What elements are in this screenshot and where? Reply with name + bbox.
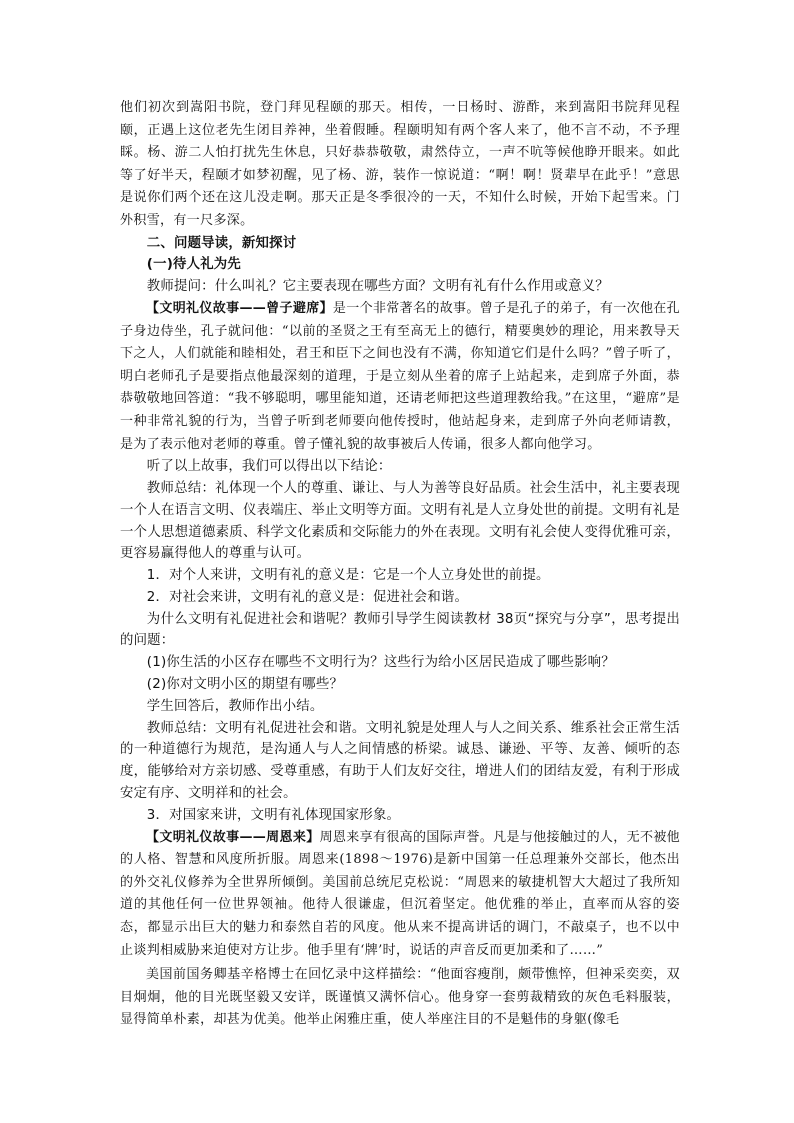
story1-title: 【文明礼仪故事——曾子避席】	[146, 300, 333, 316]
story2-paragraph	[120, 827, 680, 963]
story1-body: 是一个非常著名的故事。曾子是孔子的弟子，有一次他在孔子身边侍坐，孔子就问他：“以前的圣贤之王有至高无上的德行，精要奥妙的理论，用来教导天下之人，人们就能和睦相处，君王和臣下之间也没有不满，你知道它们是什么吗？”曾子听了，明白老师孔子是要指点他最深刻的道理，于是立刻从坐着的席子上站起来，走到席子外面，恭恭敬敬地回答道：“我不够聪明，哪里能知道，还请老师把这些道理教给我。”在这里，“避席”是一种非常礼貌的行为，当曾子听到老师要向他传授时，他站起身来，走到席子外向老师请教，是为了表示他对老师的尊重。曾子懂礼貌的故事被后人传诵，很多人都向他学习。	[120, 300, 681, 452]
story2-title: 【文明礼仪故事——周恩来】	[146, 829, 320, 845]
teacher-summary-1: 教师总结：礼体现一个人的尊重、谦让、与人为善等良好品质。社会生活中，礼主要表现一个人在语言文明、仪表端庄、举止文明等方面。文明有礼是人立身处世的前提。文明有礼是一个人思想道德素质、科学文化素质和交际能力的外在表现。文明有礼会使人变得优雅可亲，更容易赢得他人的尊重与认可。	[120, 480, 680, 562]
story1-paragraph	[120, 298, 680, 456]
intro-story-paragraph: 他们初次到嵩阳书院，登门拜见程颐的那天。相传，一日杨时、游酢，来到嵩阳书院拜见程颐，正遇上这位老先生闭目养神，坐着假睡。程颐明知有两个客人来了，他不言不动，不予理睬。杨、游二人怕打扰先生休息，只好恭恭敬敬，肃然侍立，一声不吭等候他睁开眼来。如此等了好半天，程颐才如梦初醒，见了杨、游，装作一惊说道：“啊！啊！贤辈早在此乎！”意思是说你们两个还在这儿没走啊。那天正是冬季很冷的一天，不知什么时候，开始下起雪来。门外积雪，有一尺多深。	[120, 100, 680, 228]
question-1: (1)你生活的小区存在哪些不文明行为？这些行为给小区居民造成了哪些影响？	[146, 655, 615, 671]
teacher-summary-2: 教师总结：文明有礼促进社会和谐。文明礼貌是处理人与人之间关系、维系社会正常生活的一种道德行为规范，是沟通人与人之间情感的桥梁。诚恳、谦逊、平等、友善、倾听的态度，能够给对方亲切感、受尊重感，有助于人们友好交往，增进人们的团结友爱，有利于形成安定有序、文明祥和的社会。	[120, 720, 680, 802]
story2-body: 周恩来享有很高的国际声誉。凡是与他接触过的人，无不被他的人格、智慧和风度所折服。周恩来(1898～1976)是新中国第一任总理兼外交部长，他杰出的外交礼仪修养为全世界所倾倒。美国前总统尼克松说：“周恩来的敏捷机智大大超过了我所知道的其他任何一位世界领袖。他待人很谦虚，但沉着坚定。他优雅的举止，直率而从容的姿态，都显示出巨大的魅力和泰然自若的风度。他从来不提高讲话的调门，不敲桌子，也不以中止谈判相威胁来迫使对方让步。他手里有‘牌’时，说话的声音反而更加柔和了……”	[120, 829, 681, 958]
teacher-question: 教师提问：什么叫礼？它主要表现在哪些方面？文明有礼有什么作用或意义？	[146, 279, 609, 295]
point-2: 2．对社会来讲，文明有礼的意义是：促进社会和谐。	[146, 589, 469, 605]
point-1: 1．对个人来讲，文明有礼的意义是：它是一个人立身处世的前提。	[146, 568, 550, 584]
point-3: 3．对国家来讲，文明有礼体现国家形象。	[146, 807, 401, 823]
after-answer: 学生回答后，教师作出小结。	[146, 698, 324, 714]
why-question: 为什么文明有礼促进社会和谐呢？教师引导学生阅读教材 38页“探究与分享”，思考提出的问题：	[120, 611, 680, 649]
kissinger-paragraph: 美国前国务卿基辛格博士在回忆录中这样描绘：“他面容瘦削，颇带憔悴，但神采奕奕，双目炯炯，他的目光既坚毅又安详，既谨慎又满怀信心。他身穿一套剪裁精致的灰色毛料服装，显得简单朴素，却甚为优美。他举止闲雅庄重，使人举座注目的不是魁伟的身躯(像毛	[120, 967, 680, 1028]
question-2: (2)你对文明小区的期望有哪些？	[146, 677, 344, 693]
section-heading: 二、问题导读，新知探讨	[146, 235, 297, 251]
conclusion-lead: 听了以上故事，我们可以得出以下结论：	[146, 459, 392, 475]
subsection-heading: (一)待人礼为先	[146, 257, 241, 273]
document-page	[120, 97, 680, 1032]
